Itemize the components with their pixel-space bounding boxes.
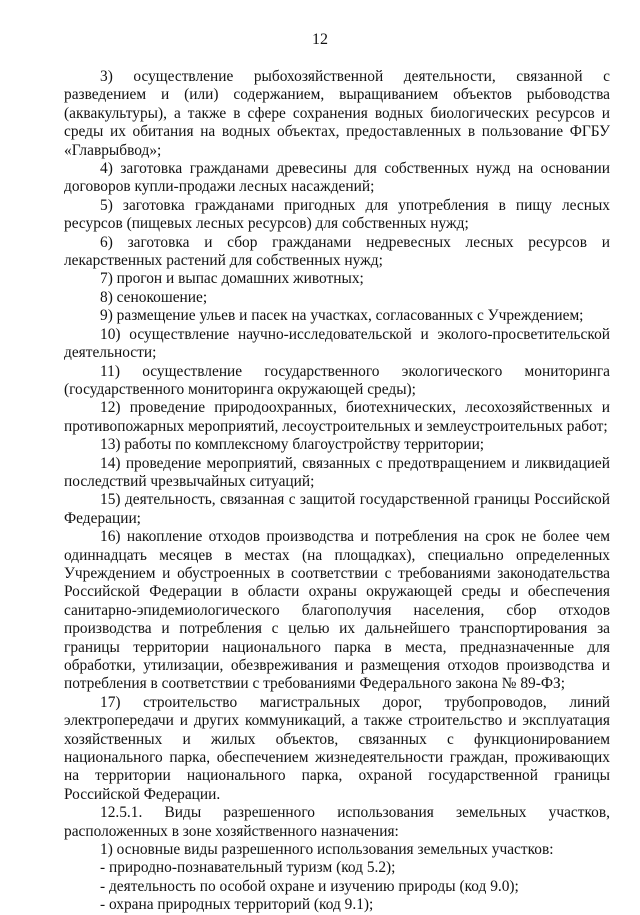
page-number: 12 <box>312 31 328 48</box>
paragraph-item-5: 5) заготовка гражданами пригодных для употребления в пищу лесных ресурсов (пищевых лесных ресурсов) для собственных нужд; <box>64 196 610 233</box>
paragraph-item-16: 16) накопление отходов производства и потребления на срок не более чем одиннадцать месяцев в местах (на площадках), специально определенных Учреждением и обустроенных в соответствии с требованиями законодательства Российской Федерации в области охраны окружающей среды и обеспечения санитарно-эпидемиологического благополучия населения, сбор отходов производства и потребления с целью их дальнейшего транспортирования за границы территории национального парка в места, предназначенные для обработки, утилизации, обезвреживания и размещения отходов производства и потребления в соответствии с требованиями Федерального закона № 89-ФЗ; <box>64 528 610 693</box>
paragraph-item-17: 17) строительство магистральных дорог, трубопроводов, линий электропередачи и других коммуникаций, а также строительство и эксплуатация хозяйственных и жилых объектов, связанных с функционированием национального парка, обеспечением жизнедеятельности граждан, проживающих на территории национального парка, охраной государственной границы Российской Федерации. <box>64 693 610 803</box>
paragraph-item-10: 10) осуществление научно-исследовательской и эколого-просветительской деятельности; <box>64 325 610 362</box>
paragraph-item-9: 9) размещение ульев и пасек на участках, согласованных с Учреждением; <box>100 307 584 325</box>
list-item-tourism: - природно-познавательный туризм (код 5.2); <box>100 859 396 877</box>
list-item-nature-protection-study: - деятельность по особой охране и изучению природы (код 9.0); <box>100 877 519 895</box>
paragraph-item-4: 4) заготовка гражданами древесины для собственных нужд на основании договоров купли-продажи лесных насаждений; <box>64 160 610 196</box>
paragraph-item-7: 7) прогон и выпас домашних животных; <box>100 270 364 288</box>
paragraph-item-11: 11) осуществление государственного экологического мониторинга (государственного мониторинга окружающей среды); <box>64 362 610 398</box>
section-heading-12-5-1: 12.5.1. Виды разрешенного использования земельных участков, расположенных в зоне хозяйственного назначения: <box>64 804 610 840</box>
paragraph-item-15: 15) деятельность, связанная с защитой государственной границы Российской Федерации; <box>64 491 610 527</box>
paragraph-item-3: 3) осуществление рыбохозяйственной деятельности, связанной с разведением и (или) содержанием, выращиванием объектов рыбоводства (аквакультуры), а также в сфере сохранения водных биологических ресурсов и среды их обитания на водных объектах, предоставленных в пользование ФГБУ «Главрыбвод»; <box>64 68 610 159</box>
paragraph-item-8: 8) сенокошение; <box>100 288 208 306</box>
list-item-protected-territories: - охрана природных территорий (код 9.1); <box>100 896 374 914</box>
paragraph-item-13: 13) работы по комплексному благоустройству территории; <box>100 436 485 454</box>
paragraph-item-6: 6) заготовка и сбор гражданами недревесных лесных ресурсов и лекарственных растений для собственных нужд; <box>64 233 610 270</box>
subsection-main-uses: 1) основные виды разрешенного использования земельных участков: <box>100 841 554 859</box>
paragraph-item-14: 14) проведение мероприятий, связанных с предотвращением и ликвидацией последствий чрезвычайных ситуаций; <box>64 454 610 490</box>
document-body <box>64 68 610 915</box>
paragraph-item-12: 12) проведение природоохранных, биотехнических, лесохозяйственных и противопожарных мероприятий, лесоустроительных и землеустроительных работ; <box>64 399 610 435</box>
